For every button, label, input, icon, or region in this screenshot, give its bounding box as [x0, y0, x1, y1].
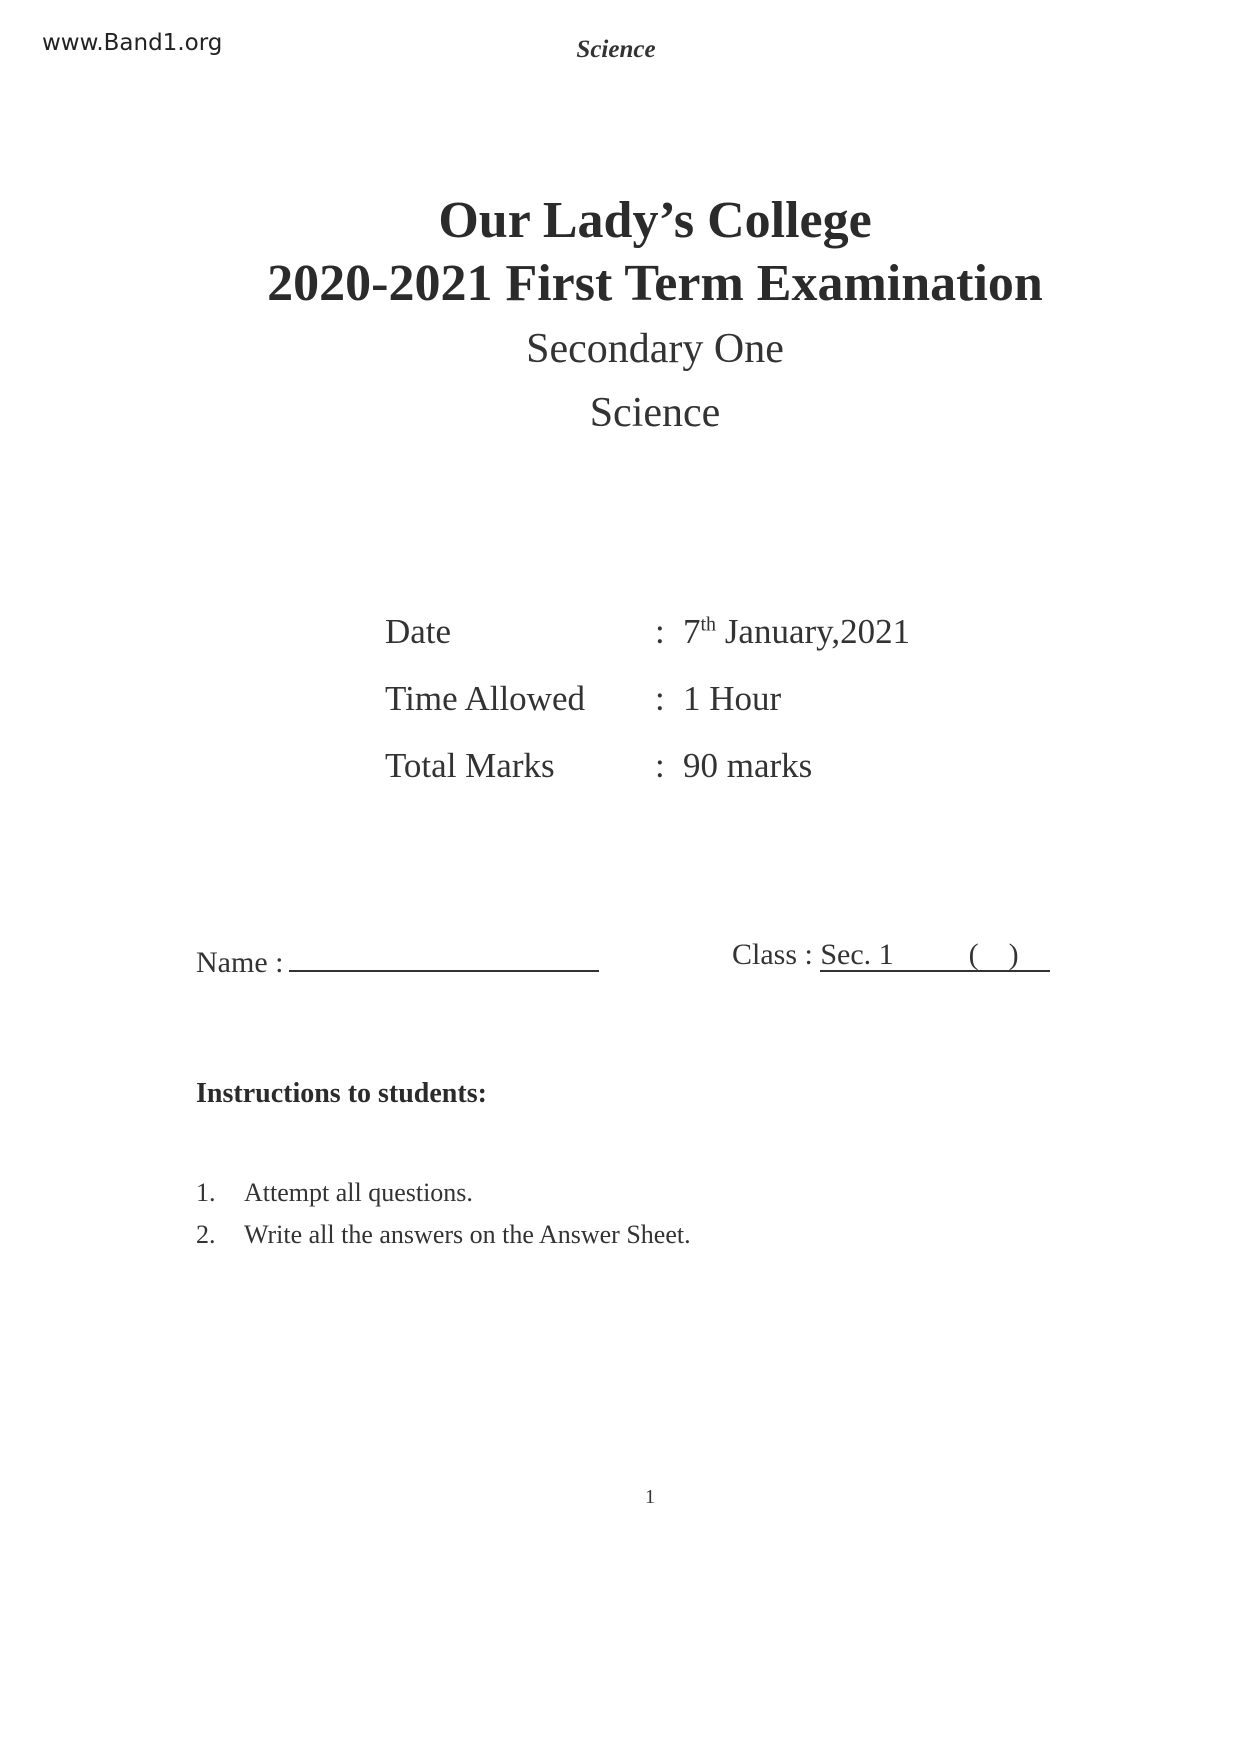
list-item [196, 1172, 691, 1214]
exam-title: 2020-2021 First Term Examination [267, 255, 1043, 312]
exam-details [385, 598, 910, 799]
name-blank-line[interactable] [289, 942, 599, 972]
running-header [0, 36, 1240, 64]
marks-row [385, 732, 910, 799]
instruction-number: 2. [196, 1220, 216, 1249]
time-colon: : [655, 678, 665, 718]
date-day: 7 [683, 611, 701, 651]
title-block [0, 190, 1240, 444]
marks-value: 90 marks [683, 745, 813, 785]
date-value [683, 598, 910, 665]
date-rest: January,2021 [716, 611, 911, 651]
class-field [732, 938, 1050, 972]
marks-colon: : [655, 745, 665, 785]
running-header-text: Science [576, 36, 656, 63]
instructions-list [196, 1172, 691, 1256]
instruction-text: Write all the answers on the Answer Sheet. [244, 1220, 691, 1249]
class-level: Secondary One [526, 326, 784, 372]
time-value: 1 Hour [683, 678, 782, 718]
page-number: 1 [645, 1486, 655, 1508]
name-field [196, 942, 599, 980]
date-label: Date [385, 611, 452, 651]
name-label: Name : [196, 946, 284, 979]
school-name: Our Lady’s College [438, 192, 872, 249]
class-label: Class : [732, 938, 813, 971]
site-link[interactable]: www.Band1.org [42, 30, 223, 56]
subject-name: Science [589, 390, 721, 436]
list-item [196, 1214, 691, 1256]
time-label: Time Allowed [385, 678, 585, 718]
date-row [385, 598, 910, 665]
date-colon: : [655, 611, 665, 651]
class-value[interactable]: Sec. 1 ( ) [820, 940, 1050, 972]
instruction-number: 1. [196, 1178, 216, 1207]
marks-label: Total Marks [385, 745, 555, 785]
date-suffix: th [700, 612, 717, 635]
instructions-title: Instructions to students: [196, 1078, 487, 1109]
time-row [385, 665, 910, 732]
instruction-text: Attempt all questions. [244, 1178, 473, 1207]
